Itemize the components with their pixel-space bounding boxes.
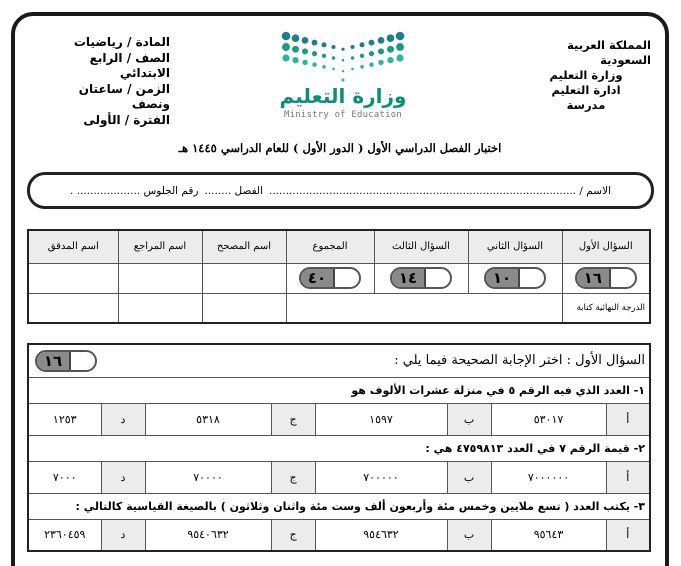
logo-dot — [369, 62, 374, 67]
scores-header-row — [28, 230, 650, 263]
logo-dot — [342, 79, 345, 82]
duration-label: الزمن / ساعتان ونصف — [78, 81, 170, 111]
score-total: ٤٠ — [301, 269, 335, 287]
header-exam-info — [40, 35, 170, 128]
ministry-logo — [278, 28, 408, 123]
scores-values-row — [28, 263, 650, 293]
school-label: مدرسة — [566, 98, 606, 112]
period-label: الفترة / الأولى — [83, 112, 170, 127]
logo-dot — [396, 54, 403, 61]
logo-dot — [292, 34, 300, 42]
question1-score-oval — [35, 350, 97, 372]
question-text: ١- العدد الذي فيه الرقم ٥ في منزلة عشرات الألوف هو — [28, 377, 650, 403]
logo-dot — [369, 40, 375, 46]
question-text: ٢- قيمة الرقم ٧ في العدد ٤٧٥٩٨١٣ هي : — [28, 435, 650, 461]
score-q1: ١٦ — [577, 269, 611, 287]
corrector-name-cell[interactable] — [202, 263, 286, 293]
score-q2: ١٠ — [486, 269, 520, 287]
final-reviewer-cell[interactable] — [118, 293, 202, 323]
score-q3-cell — [374, 263, 468, 293]
logo-dot — [312, 62, 317, 67]
kingdom-label: المملكة العربية السعودية — [567, 38, 651, 67]
option-letter[interactable]: د — [101, 403, 145, 435]
logo-dot — [332, 68, 335, 71]
option-letter[interactable]: أ — [606, 519, 650, 551]
option-value[interactable]: ٧٠٠٠٠٠٠ — [491, 461, 606, 493]
option-letter[interactable]: أ — [606, 403, 650, 435]
option-value[interactable]: ٩٥٤٦٣٢ — [315, 519, 447, 551]
option-letter[interactable]: ج — [271, 461, 315, 493]
logo-dot — [322, 54, 326, 58]
scores-table — [27, 229, 651, 324]
score-oval — [299, 267, 361, 289]
option-value[interactable]: ٩٥٦٤٣ — [491, 519, 606, 551]
logo-dot — [312, 51, 317, 56]
option-letter[interactable]: د — [101, 461, 145, 493]
logo-dot — [360, 65, 364, 69]
logo-dot — [387, 46, 394, 53]
question-text: ٣- يكتب العدد ( تسع ملايين وخمس مئة وأربعون ألف وست مئة واثنان وثلاثون ) بالصيغة القياسية كالتالي : — [28, 493, 650, 519]
final-grade-row — [28, 293, 650, 323]
question-row — [28, 493, 650, 519]
logo-dots-icon — [278, 28, 408, 84]
department-label: ادارة التعليم — [551, 83, 621, 97]
logo-dot — [341, 48, 344, 51]
score-total-cell — [286, 263, 374, 293]
option-letter[interactable]: د — [101, 519, 145, 551]
option-value[interactable]: ٧٠٠٠٠٠ — [315, 461, 447, 493]
option-value[interactable]: ٧٠٠٠ — [28, 461, 101, 493]
ministry-label: وزارة التعليم — [549, 68, 623, 82]
logo-dot — [331, 45, 335, 49]
logo-dot — [360, 54, 364, 58]
options-row — [28, 519, 650, 551]
logo-dot — [312, 40, 318, 46]
student-class-field[interactable]: الفصل ........ — [204, 184, 264, 197]
option-letter[interactable]: ج — [271, 519, 315, 551]
auditor-name-cell[interactable] — [28, 263, 118, 293]
logo-english-text: Ministry of Education — [284, 110, 402, 120]
question-row — [28, 377, 650, 403]
final-corrector-cell[interactable] — [202, 293, 286, 323]
option-letter[interactable]: أ — [606, 461, 650, 493]
question1-title: السؤال الأول : اختر الإجابة الصحيحة فيما يلي : — [394, 353, 645, 369]
header-q1: السؤال الأول — [562, 230, 650, 263]
exam-title: اختبار الفصل الدراسي الأول ( الدور الأول ) للعام الدراسي ١٤٤٥ هـ — [178, 141, 502, 155]
header-total: المجموع — [286, 230, 374, 263]
logo-dot — [342, 59, 345, 62]
score-q2-cell — [468, 263, 562, 293]
logo-dot — [282, 54, 289, 61]
score-oval — [484, 267, 546, 289]
header-institution — [521, 38, 651, 113]
logo-arabic-text: وزارة التعليم — [279, 84, 407, 108]
header-q3: السؤال الثالث — [374, 230, 468, 263]
logo-dot — [302, 48, 308, 54]
header-auditor: اسم المدقق — [28, 230, 118, 263]
logo-dot — [292, 46, 299, 53]
logo-dot — [342, 70, 344, 72]
logo-dot — [387, 34, 395, 42]
option-value[interactable]: ٩٥٤٠٦٣٢ — [145, 519, 271, 551]
score-q3: ١٤ — [392, 269, 426, 287]
logo-dot — [378, 60, 383, 65]
score-q1-cell — [562, 263, 650, 293]
question-row — [28, 435, 650, 461]
logo-dot — [378, 48, 384, 54]
score-oval — [575, 267, 637, 289]
option-value[interactable]: ٧٠٠٠٠ — [145, 461, 271, 493]
student-name-field[interactable]: الاسم / ............................................................................................ — [269, 184, 611, 197]
final-auditor-cell[interactable] — [28, 293, 118, 323]
question1-score: ١٦ — [37, 352, 71, 370]
logo-dot — [396, 43, 404, 51]
question1-header — [28, 344, 650, 377]
logo-dot — [396, 32, 405, 41]
header-q2: السؤال الثاني — [468, 230, 562, 263]
logo-dot — [369, 51, 374, 56]
logo-dot — [282, 32, 291, 41]
question1-table — [27, 343, 651, 552]
option-value[interactable]: ٥٣٠١٧ — [491, 403, 606, 435]
logo-dot — [360, 42, 365, 47]
logo-dot — [292, 57, 298, 63]
logo-dot — [302, 60, 307, 65]
option-value[interactable]: ١٥٩٧ — [315, 403, 447, 435]
question1-header-row — [28, 344, 650, 377]
student-info-box — [27, 172, 654, 209]
logo-dot — [282, 43, 290, 51]
subject-label: المادة / رياضيات — [73, 35, 170, 49]
logo-dot — [322, 42, 327, 47]
grade-label: الصف / الرابع الابتدائي — [89, 50, 170, 80]
option-value[interactable]: ٥٣١٨ — [145, 403, 271, 435]
options-row — [28, 403, 650, 435]
logo-dot — [351, 56, 354, 59]
option-letter[interactable]: ب — [447, 403, 491, 435]
logo-dot — [351, 68, 354, 71]
score-oval — [390, 267, 452, 289]
option-letter[interactable]: ب — [447, 519, 491, 551]
header-corrector: اسم المصحح — [202, 230, 286, 263]
student-seat-field[interactable]: رقم الجلوس ................... . — [70, 184, 199, 197]
logo-dot — [322, 65, 326, 69]
logo-dot — [387, 57, 393, 63]
option-letter[interactable]: ب — [447, 461, 491, 493]
logo-dot — [332, 56, 335, 59]
final-grade-written-cell[interactable] — [286, 293, 562, 323]
header-reviewer: اسم المراجع — [118, 230, 202, 263]
options-row — [28, 461, 650, 493]
option-value[interactable]: ٢٣٦٠٤٥٩ — [28, 519, 101, 551]
logo-dot — [302, 37, 309, 44]
logo-dot — [350, 45, 354, 49]
option-letter[interactable]: ج — [271, 403, 315, 435]
option-value[interactable]: ١٢٥٣ — [28, 403, 101, 435]
final-grade-label: الدرجة النهائية كتابة — [562, 293, 650, 323]
logo-dot — [378, 37, 385, 44]
reviewer-name-cell[interactable] — [118, 263, 202, 293]
